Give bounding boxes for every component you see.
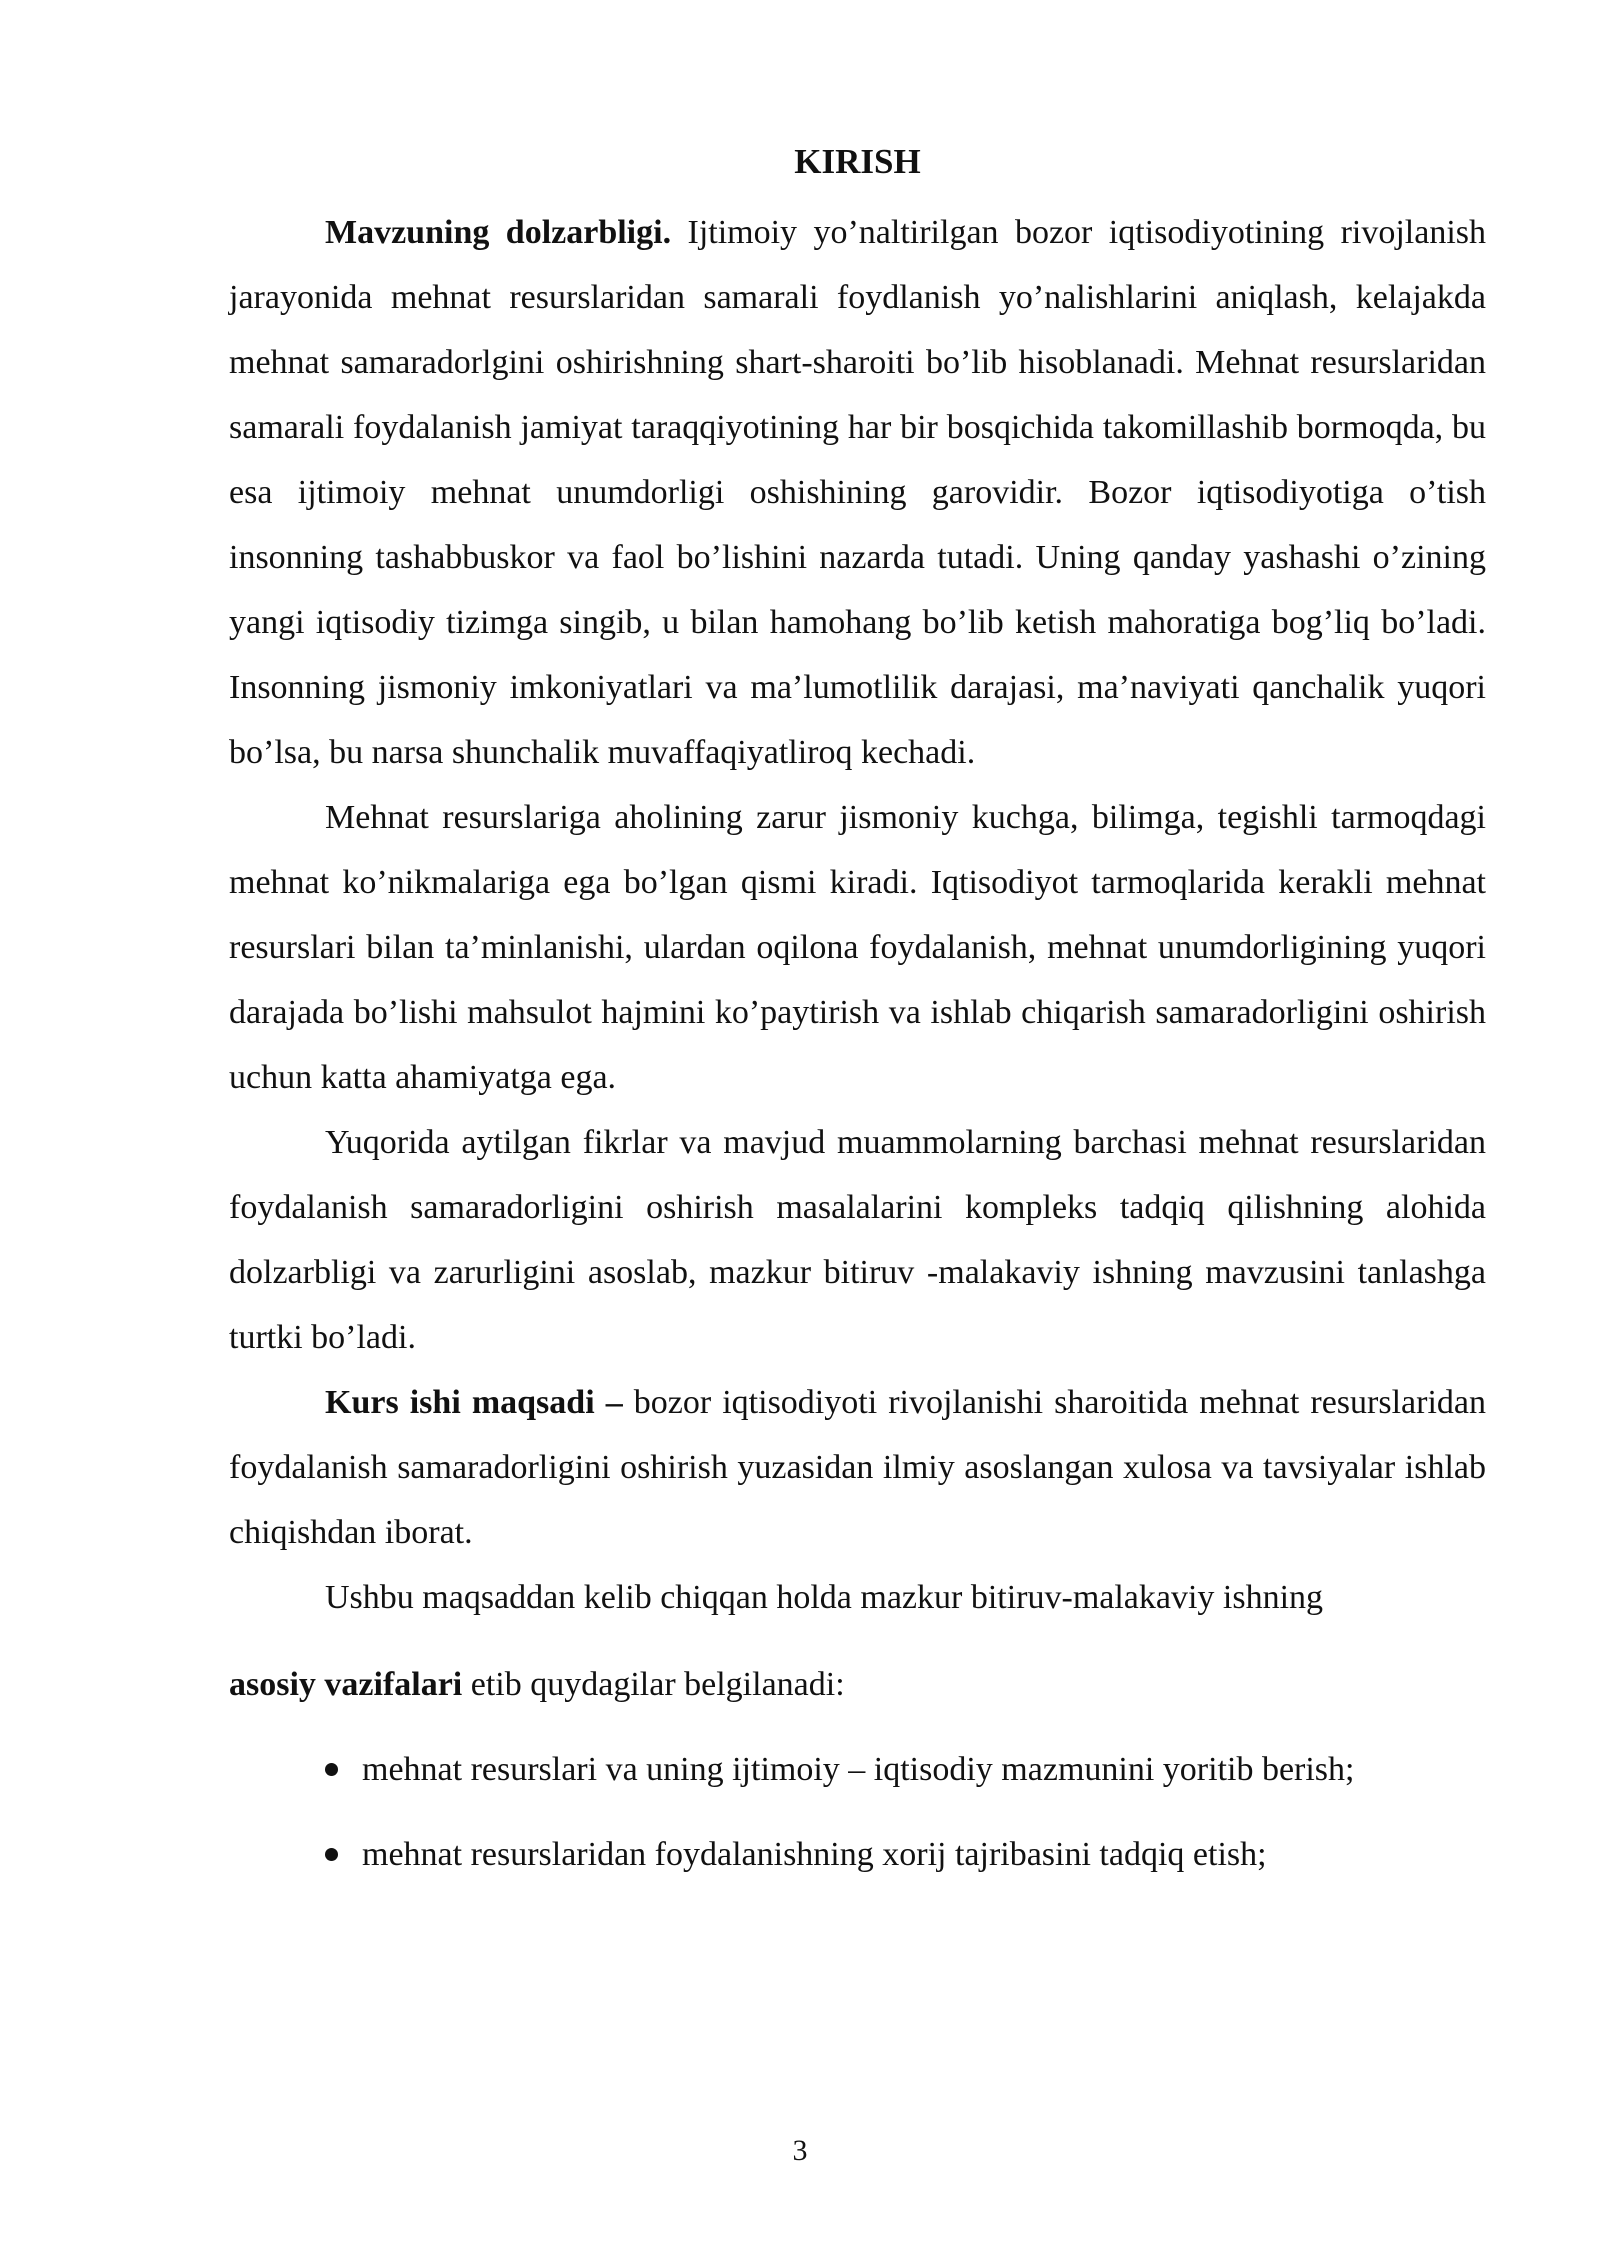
paragraph-relevance bbox=[229, 200, 1486, 785]
tasks-list bbox=[229, 1737, 1486, 1887]
paragraph-labor-resources bbox=[229, 785, 1486, 1110]
paragraph-text: Ijtimoiy yo’naltirilgan bozor iqtisodiyotining rivojlanish jarayonida mehnat resurslaridan samarali foydlanish yo’nalishlarini aniqlash, kelajakda mehnat samaradorlgini oshirishning shart-sharoiti bo’lib hisoblanadi. Mehnat resurslaridan samarali foydalanish jamiyat taraqqiyotining har bir bosqichida takomillashib bormoqda, bu esa ijtimoiy mehnat unumdorligi oshishining garovidir. Bozor iqtisodiyotiga o’tish insonning tashabbuskor va faol bo’lishini nazarda tutadi. Uning qanday yashashi o’zining yangi iqtisodiy tizimga singib, u bilan hamohang bo’lib ketish mahoratiga bog’liq bo’ladi. Insonning jismoniy imkoniyatlari va ma’lumotlilik darajasi, ma’naviyati qanchalik yuqori bo’lsa, bu narsa shunchalik muvaffaqiyatliroq kechadi. bbox=[229, 214, 1487, 771]
bullet-icon bbox=[325, 1848, 338, 1861]
paragraph-lead: Kurs ishi maqsadi – bbox=[325, 1384, 623, 1421]
page-title: KIRISH bbox=[794, 142, 921, 181]
paragraph-tasks-lead bbox=[229, 1565, 1486, 1630]
paragraph-tasks-intro bbox=[229, 1652, 1486, 1717]
list-item-text: mehnat resurslari va uning ijtimoiy – iqtisodiy mazmunini yoritib berish; bbox=[362, 1751, 1355, 1788]
bullet-icon bbox=[325, 1763, 338, 1776]
paragraph-lead: asosiy vazifalari bbox=[229, 1666, 463, 1703]
page-content bbox=[229, 135, 1486, 1907]
list-item-text: mehnat resurslaridan foydalanishning xorij tajribasini tadqiq etish; bbox=[362, 1836, 1267, 1873]
paragraph-text: Ushbu maqsaddan kelib chiqqan holda mazkur bitiruv-malakaviy ishning bbox=[325, 1579, 1324, 1616]
list-item bbox=[229, 1737, 1486, 1802]
paragraph-text: Yuqorida aytilgan fikrlar va mavjud muammolarning barchasi mehnat resurslaridan foydalanish samaradorligini oshirish masalalarini kompleks tadqiq qilishning alohida dolzarbligi va zarurligini asoslab, mazkur bitiruv -malakaviy ishning mavzusini tanlashga turtki bo’ladi. bbox=[229, 1124, 1486, 1356]
paragraph-text: bozor iqtisodiyoti rivojlanishi sharoitida mehnat resurslaridan foydalanish samaradorligini oshirish yuzasidan ilmiy asoslangan xulosa va tavsiyalar ishlab chiqishdan iborat. bbox=[229, 1384, 1486, 1551]
list-item bbox=[229, 1822, 1486, 1887]
paragraph-text: Mehnat resurslariga aholining zarur jismoniy kuchga, bilimga, tegishli tarmoqdagi mehnat ko’nikmalariga ega bo’lgan qismi kiradi. Iqtisodiyot tarmoqlarida kerakli mehnat resurslari bilan ta’minlanishi, ulardan oqilona foydalanish, mehnat unumdorligining yuqori darajada bo’lishi mahsulot hajmini ko’paytirish va ishlab chiqarish samaradorligini oshirish uchun katta ahamiyatga ega. bbox=[229, 799, 1486, 1096]
paragraph-lead: Mavzuning dolzarbligi. bbox=[325, 214, 672, 251]
page-number: 3 bbox=[792, 2134, 808, 2167]
paragraph-motivation bbox=[229, 1110, 1486, 1370]
paragraph-goal bbox=[229, 1370, 1486, 1565]
paragraph-text: etib quydagilar belgilanadi: bbox=[462, 1666, 845, 1703]
